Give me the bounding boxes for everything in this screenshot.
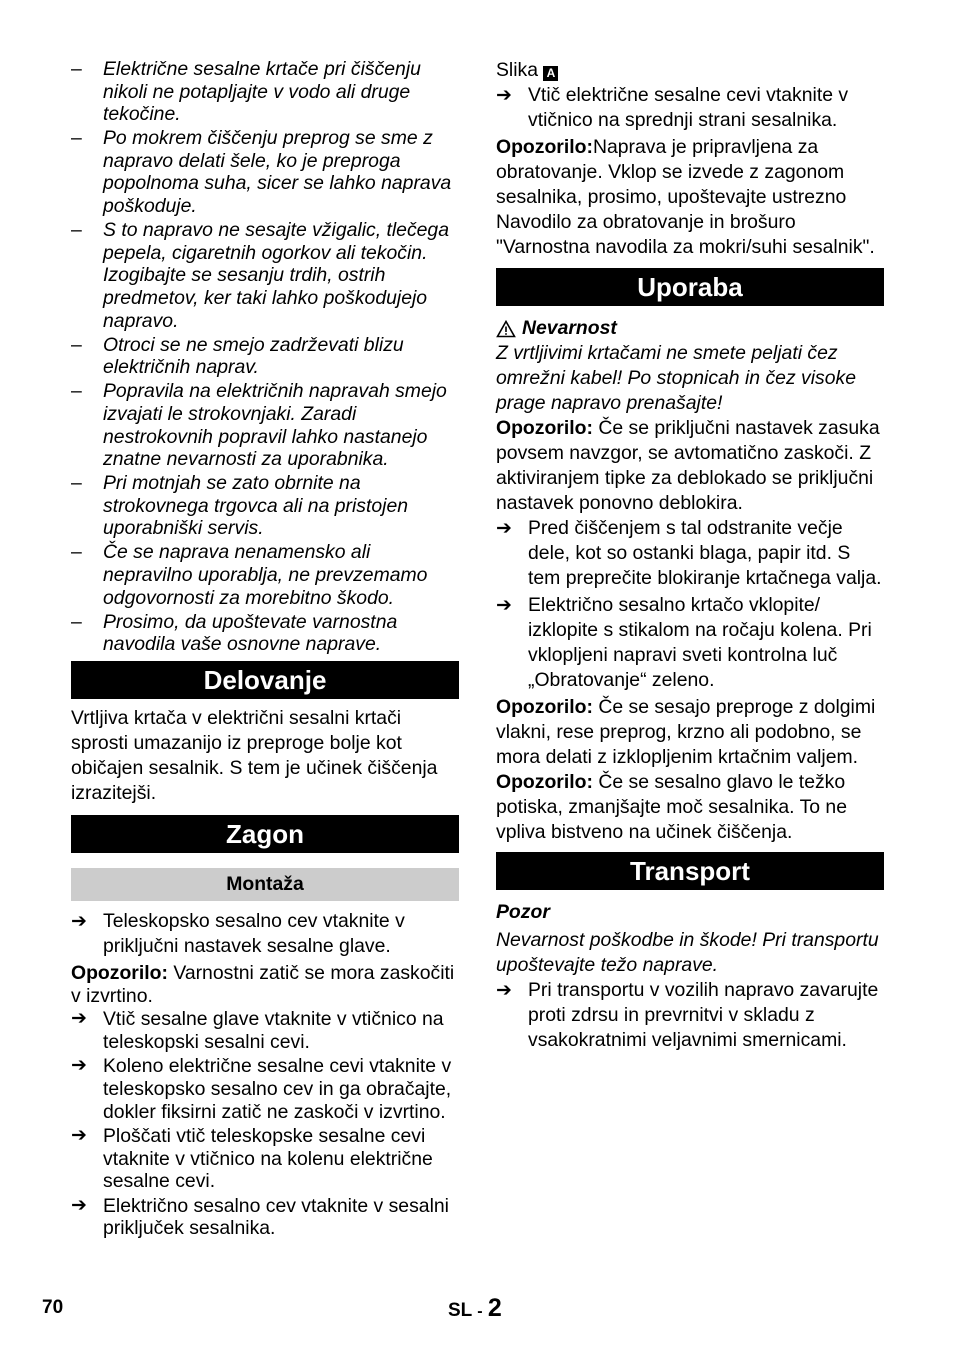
list-item: – Prosimo, da upoštevate varnostna navodila vaše osnovne naprave. bbox=[71, 610, 398, 656]
instruction-step: ➔ Pri transportu v vozilih napravo zavarujte proti zdrsu in prevrnitvi v skladu z vsakokratnimi veljavnimi smernicami. bbox=[496, 979, 879, 1051]
section-heading-delovanje: Delovanje bbox=[71, 661, 459, 699]
danger-label: Nevarnost bbox=[496, 316, 884, 341]
instruction-step: ➔ Ploščati vtič teleskopske sesalne cevi vtaknite v vtičnico na kolenu električne sesalne cevi. bbox=[71, 1125, 433, 1193]
arrow-icon: ➔ bbox=[71, 1125, 87, 1147]
instruction-step: ➔ Električno sesalno krtačo vklopite/ izklopite s stikalom na ročaju kolena. Pri vklopljeni napravi sveti kontrolna luč „Obratovanje“ zeleno. bbox=[496, 594, 872, 691]
warning-triangle-icon bbox=[496, 320, 516, 338]
list-item: – Popravila na električnih napravah smejo izvajati le strokovnjaki. Zaradi nestrokovnih popravil lahko nastanejo znatne nevarnosti za uporabnika. bbox=[71, 380, 447, 471]
arrow-icon: ➔ bbox=[71, 910, 87, 932]
instruction-step: ➔ Vtič električne sesalne cevi vtaknite v vtičnico na sprednji strani sesalnika. bbox=[496, 84, 849, 131]
caution-text: Nevarnost poškodbe in škode! Pri transportu upoštevajte težo naprave. bbox=[496, 929, 879, 976]
note: Opozorilo: Če se sesajo preproge z dolgimi vlakni, rese preprog, krzno ali podobno, se mora delati z izklopljenim krtačnim valjem. bbox=[496, 696, 876, 768]
arrow-icon: ➔ bbox=[71, 1008, 87, 1030]
footer-language-code: SL - 2 bbox=[448, 1294, 502, 1322]
arrow-icon: ➔ bbox=[496, 980, 512, 1001]
section-heading-uporaba: Uporaba bbox=[496, 268, 884, 306]
figure-letter-box: A bbox=[543, 66, 558, 81]
danger-text: Z vrtljivimi krtačami ne smete peljati čez omrežni kabel! Po stopnicah in čez visoke prage napravo prenašajte! bbox=[496, 342, 856, 414]
list-item: – Po mokrem čiščenju preprog se sme z napravo delati šele, ko je preproga popolnoma suha, sicer se lahko naprava poškoduje. bbox=[71, 127, 452, 218]
figure-reference: Slika A bbox=[496, 58, 884, 83]
caution-label: Pozor bbox=[496, 901, 550, 923]
section-heading-zagon: Zagon bbox=[71, 815, 459, 853]
note: Opozorilo: Če se priključni nastavek zasuka povsem navzgor, se avtomatično zaskoči. Z aktiviranjem tipke za deblokado se priključni nastavek ponovno deblokira. bbox=[496, 417, 880, 514]
list-item: – Če se naprava nenamensko ali nepravilno uporablja, ne prevzemamo odgovornosti za morebitno škodo. bbox=[71, 541, 428, 609]
page-number: 70 bbox=[42, 1297, 64, 1318]
instruction-step: ➔ Vtič sesalne glave vtaknite v vtičnico na teleskopski sesalni cevi. bbox=[71, 1008, 444, 1053]
subsection-heading-montaza: Montaža bbox=[71, 868, 459, 901]
safety-bullet-list bbox=[71, 58, 459, 656]
arrow-icon: ➔ bbox=[496, 85, 512, 106]
instruction-step: ➔ Pred čiščenjem s tal odstranite večje dele, kot so ostanki blaga, papir itd. S tem preprečite blokiranje krtačnega valja. bbox=[496, 517, 882, 589]
arrow-icon: ➔ bbox=[496, 518, 512, 539]
note: Opozorilo: Varnostni zatič se mora zaskočiti v izvrtino. bbox=[71, 961, 455, 1007]
note: Opozorilo:Naprava je pripravljena za obratovanje. Vklop se izvede z zagonom sesalnika, prosimo, upoštevajte ustrezno Navodilo za obratovanje in brošuro "Varnostna navodila za mokri/suhi sesalnik". bbox=[496, 136, 875, 258]
section-heading-transport: Transport bbox=[496, 852, 884, 890]
arrow-icon: ➔ bbox=[71, 1194, 87, 1216]
list-item: – Otroci se ne smejo zadrževati blizu električnih naprav. bbox=[71, 333, 404, 379]
instruction-step: ➔ Koleno električne sesalne cevi vtaknite v teleskopsko sesalno cev in ga obračajte, dokler fiksirni zatič ne zaskoči v izvrtino. bbox=[71, 1055, 452, 1123]
instruction-step: ➔ Teleskopsko sesalno cev vtaknite v priključni nastavek sesalne glave. bbox=[71, 909, 405, 957]
note: Opozorilo: Če se sesalno glavo le težko potiska, zmanjšajte moč sesalnika. To ne vpliva bistveno na učinek čiščenja. bbox=[496, 771, 847, 843]
arrow-icon: ➔ bbox=[71, 1055, 87, 1077]
list-item: – Električne sesalne krtače pri čiščenju nikoli ne potapljajte v vodo ali druge tekočine. bbox=[71, 58, 421, 126]
delovanje-text: Vrtljiva krtača v električni sesalni krtači sprosti umazanijo iz preproge bolje kot običajen sesalnik. S tem je učinek čiščenja izrazitejši. bbox=[71, 706, 438, 804]
list-item: – Pri motnjah se zato obrnite na strokovnega trgovca ali na pristojen uporabniški servis. bbox=[71, 472, 409, 540]
arrow-icon: ➔ bbox=[496, 595, 512, 616]
instruction-step: ➔ Električno sesalno cev vtaknite v sesalni priključek sesalnika. bbox=[71, 1194, 449, 1240]
list-item: – S to napravo ne sesajte vžigalic, tlečega pepela, cigaretnih ogorkov ali tekočin. Izogibajte se sesanju trdih, ostrih predmetov, ker taki lahko poškodujejo napravo. bbox=[71, 219, 450, 332]
left-column bbox=[71, 58, 459, 1242]
right-column bbox=[496, 58, 884, 1055]
